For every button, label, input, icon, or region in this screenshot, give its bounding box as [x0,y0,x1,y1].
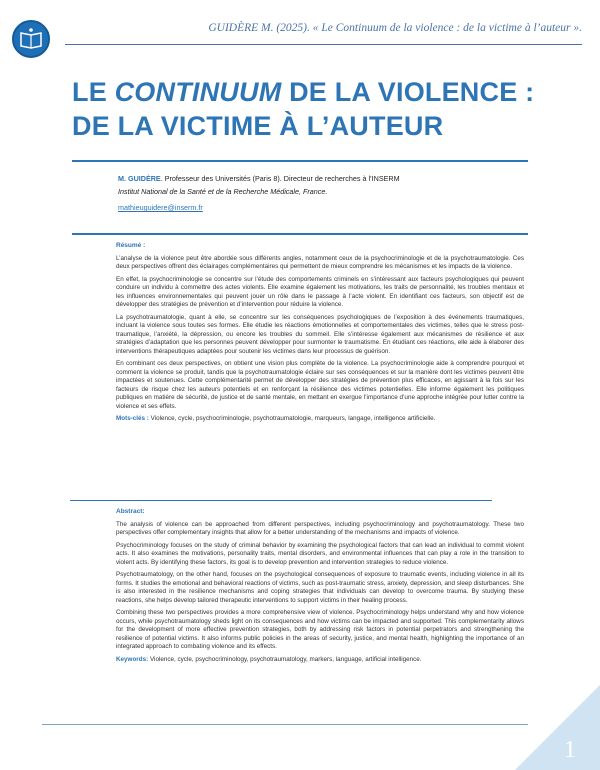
resume-paragraph: La psychotraumatologie, quant à elle, se concentre sur les conséquences psychologiques de l’exposition à des événements traumatiques, incluant la violence sous toutes ses formes. Elle étudie les réactions émotionnelles et comportementales des victimes, telles que le stress post-traumatique, l’anxiété, la dépression, ou encore les troubles du sommeil. Elle s’intéresse également aux mécanismes de résilience et aux stratégies d’adaptation que les personnes peuvent développer pour surmonter le traumatisme. En étudiant ces réactions, elle aide à élaborer des interventions thérapeutiques adaptées pour soutenir les victimes dans leur processus de guérison. [116,313,524,355]
abstract-paragraph: Psychocriminology focuses on the study of criminal behavior by examining the psychological factors that can lead an individual to commit violent acts. It also examines the motivations, personality traits, mental disorders, and environmental influences that can play a role in the transition to violent acts. By identifying these factors, its goal is to develop prevention and intervention strategies to reduce violence. [116,541,524,566]
abstract-paragraph: The analysis of violence can be approached from different perspectives, including psychocriminology and psychotraumatology. These two perspectives offer complementary insights that allow for a better understanding of the mechanisms and impacts of violence. [116,520,524,536]
journal-logo [12,20,50,58]
header-citation: GUIDÈRE M. (2025). « Le Continuum de la violence : de la victime à l’auteur ». [208,22,582,34]
abstract-heading: Abstract: [116,508,145,515]
title-part-2: CONTINUUM [114,77,282,107]
section-divider [70,500,492,501]
resume-section [116,242,524,428]
author-block [118,172,540,214]
abstract-keywords-label: Keywords: [116,655,149,663]
resume-paragraph: En combinant ces deux perspectives, on obtient une vision plus complète de la violence. La psychocriminologie aide à comprendre pourquoi et comment la violence se produit, tandis que la psychotraumatologie éclaire sur ses conséquences et sur la manière dont les victimes peuvent être impactées et soutenues. Cette complémentarité permet de développer des stratégies de prévention plus efficaces, en agissant à la fois sur les facteurs de risque chez les auteurs potentiels et en renforçant la résilience des victimes potentielles. Elle informe également les politiques publiques en matière de sécurité, de justice et de santé mentale, en mettant en exergue l’importance d’une approche intégrée pour lutter contre la violence et ses effets. [116,360,524,410]
header-divider [65,44,582,45]
author-institute: Institut National de la Santé et de la Recherche Médicale, France. [118,187,328,196]
title-part-3: DE LA VIOLENCE : [281,77,535,107]
abstract-paragraph: Combining these two perspectives provides a more comprehensive view of violence. Psychocriminology helps understand why and how violence occurs, while psychotraumatology sheds light on its consequences and how victims can be impacted and supported. This complementarity allows for the development of more effective prevention strategies, both by addressing risk factors in potential perpetrators and strengthening the resilience of potential victims. It also informs public policies in the areas of security, justice, and mental health, highlighting the importance of an integrated approach to combating violence and its effects. [116,609,524,650]
author-affiliation: . Professeur des Universités (Paris 8). Directeur de recherches à l’INSERM [160,174,400,183]
book-icon [16,24,46,54]
resume-heading: Résumé : [116,242,146,249]
title-divider [72,160,528,162]
abstract-paragraph: Psychotraumatology, on the other hand, focuses on the psychological consequences of exposure to traumatic events, including violence in all its forms. It studies the emotional and behavioral reactions of victims, such as post-traumatic stress, anxiety, depression, and sleep disturbances. She is also interested in the resilience mechanisms and coping strategies that individuals can develop to overcome trauma. By studying these reactions, she helps develop tailored therapeutic interventions to support victims in their healing process. [116,571,524,604]
corner-decoration [515,685,600,770]
title-part-1: LE [72,77,115,107]
paper-title [72,75,570,143]
resume-keywords [116,415,524,424]
abstract-keywords [116,656,524,665]
resume-paragraph: L’analyse de la violence peut être abordée sous différents angles, notamment ceux de la psychocriminologie et de la psychotraumatologie. Ces deux perspectives offrent des éclairages complémentaires qui permettent de mieux comprendre les mécanismes et les impacts de la violence. [116,254,524,270]
abstract-section [116,508,524,668]
author-divider [72,233,528,235]
title-line-2: DE LA VICTIME À L’AUTEUR [72,111,444,141]
resume-paragraph: En effet, la psychocriminologie se concentre sur l’étude des comportements criminels en s’intéressant aux facteurs psychologiques qui peuvent conduire un individu à commettre des actes violents. Elle examine également les motivations, les traits de personnalité, les troubles mentaux et les influences environnementales qui peuvent jouer un rôle dans le passage à l’acte violent. En identifiant ces facteurs, son objectif est de développer des stratégies de prévention et d’intervention pour réduire la violence. [116,275,524,308]
author-name: M. GUIDÈRE [118,174,161,183]
abstract-keywords-text: Violence, cycle, psychocriminology, psychotraumatology, markers, language, artificial intelligence. [148,655,422,663]
page-number: 1 [564,737,576,763]
author-email-link[interactable]: mathieuguidere@inserm.fr [118,203,203,212]
resume-keywords-text: Violence, cycle, psychocriminologie, psychotraumatologie, marqueurs, langage, intelligence artificielle. [148,415,436,422]
resume-keywords-label: Mots-clés : [116,415,149,422]
footer-divider [42,724,528,725]
